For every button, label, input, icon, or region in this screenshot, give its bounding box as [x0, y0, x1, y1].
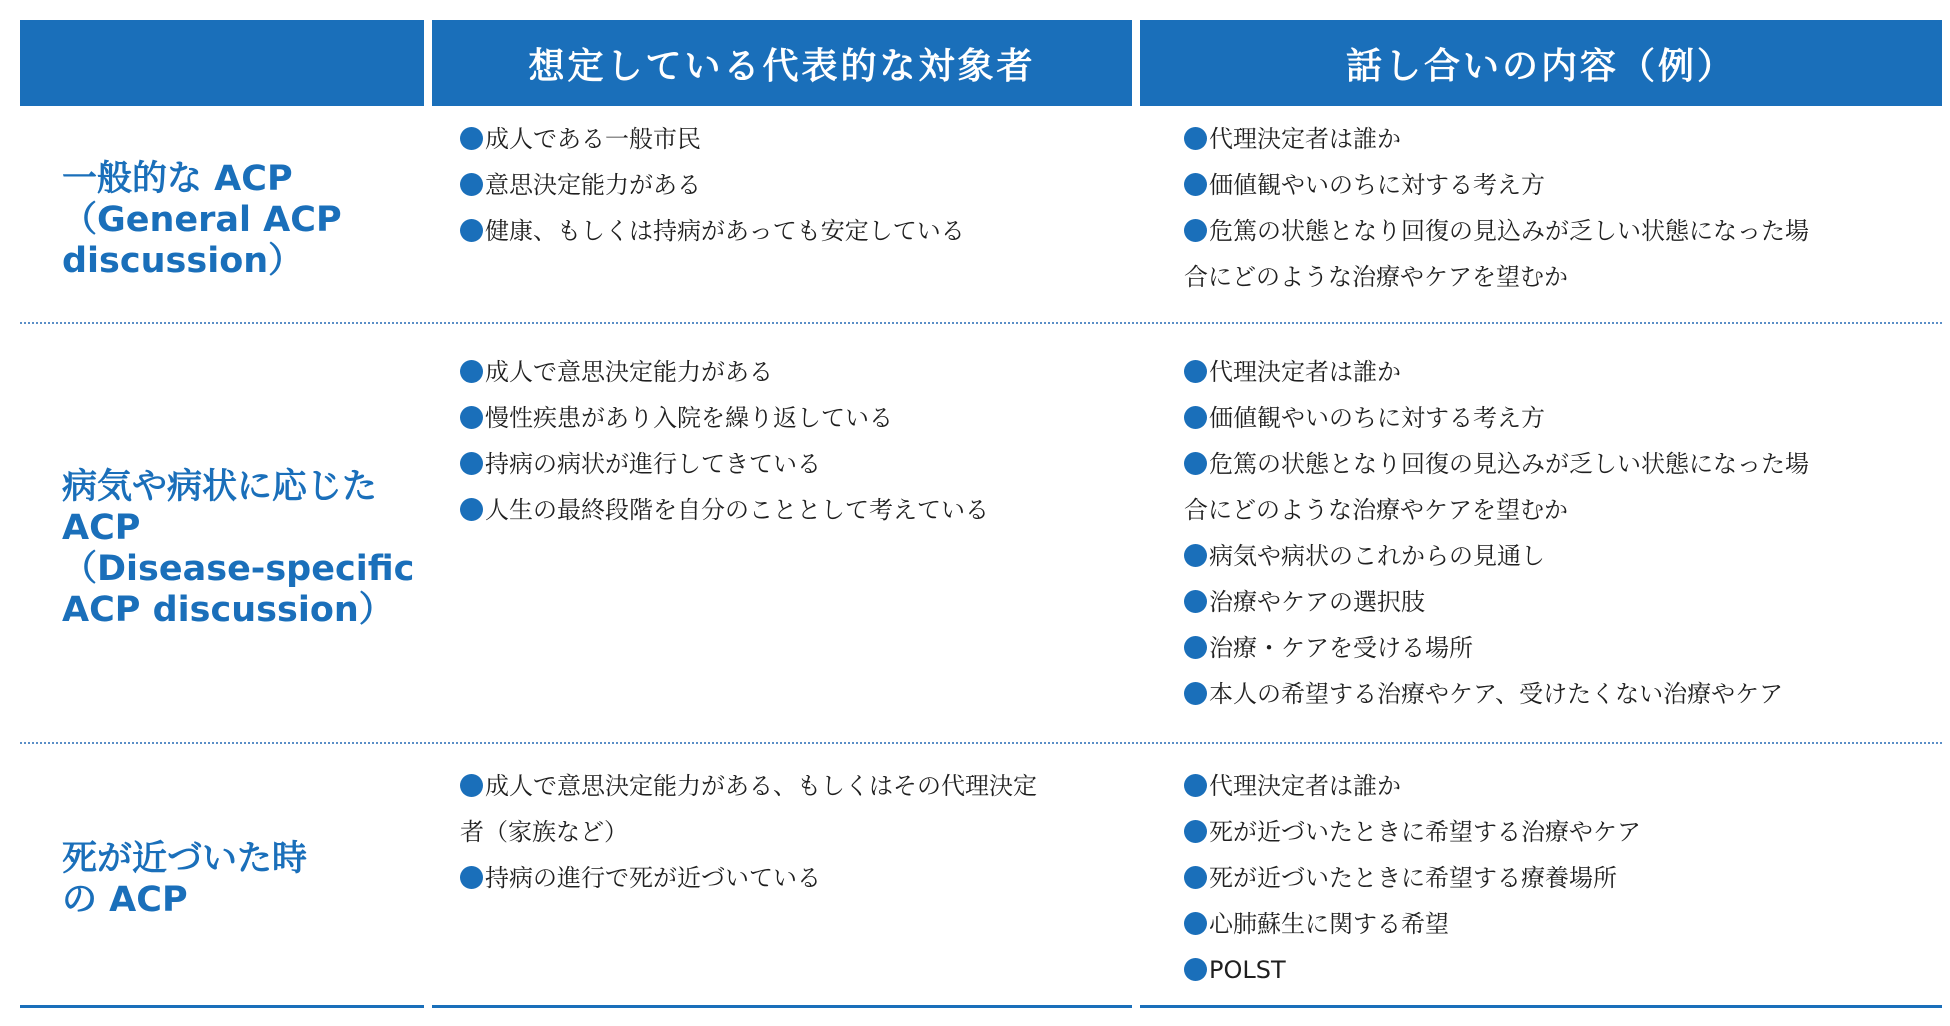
- list-item: 心肺蘇生に関する希望: [1184, 901, 1924, 947]
- list-item: 意思決定能力がある: [460, 162, 1120, 208]
- bullet-dot-icon: [1184, 774, 1207, 797]
- bullet-dot-icon: [1184, 544, 1207, 567]
- list-item: 成人である一般市民: [460, 116, 1120, 162]
- list-item: 死が近づいたときに希望する治療やケア: [1184, 809, 1924, 855]
- list-item: 持病の進行で死が近づいている: [460, 855, 1120, 901]
- list-item: 健康、もしくは持病があっても安定している: [460, 208, 1120, 254]
- list-item: 価値観やいのちに対する考え方: [1184, 162, 1924, 208]
- bullet-dot-icon: [1184, 452, 1207, 475]
- acp-table: [20, 20, 1942, 1010]
- bullet-dot-icon: [1184, 820, 1207, 843]
- header-content-column: 話し合いの内容（例）: [1140, 20, 1942, 106]
- bullet-dot-icon: [1184, 636, 1207, 659]
- bullet-dot-icon: [460, 360, 483, 383]
- list-item: 治療やケアの選択肢: [1184, 579, 1924, 625]
- row-label-end-of-life-acp: 死が近づいた時 の ACP: [62, 839, 308, 920]
- list-item: 危篤の状態となり回復の見込みが乏しい状態になった場: [1184, 441, 1924, 487]
- table-row-end-of-life: [20, 763, 1942, 997]
- bullet-dot-icon: [460, 127, 483, 150]
- target-cell: [460, 763, 1120, 997]
- table-bottom-border: [432, 1005, 1132, 1008]
- bullet-dot-icon: [460, 498, 483, 521]
- bullet-dot-icon: [1184, 360, 1207, 383]
- list-item: 死が近づいたときに希望する療養場所: [1184, 855, 1924, 901]
- list-item: 成人で意思決定能力がある: [460, 349, 1120, 395]
- row-separator: [20, 742, 1942, 744]
- list-item: 成人で意思決定能力がある、もしくはその代理決定: [460, 763, 1120, 809]
- bullet-dot-icon: [1184, 127, 1207, 150]
- list-item: POLST: [1184, 947, 1924, 993]
- row-label-general-acp: 一般的な ACP （General ACP discussion）: [62, 158, 342, 281]
- bullet-dot-icon: [1184, 866, 1207, 889]
- header-target-column: 想定している代表的な対象者: [432, 20, 1132, 106]
- header-corner-cell: [20, 20, 424, 106]
- table-row-general: [20, 116, 1942, 328]
- list-item: 慢性疾患があり入院を繰り返している: [460, 395, 1120, 441]
- bullet-dot-icon: [460, 406, 483, 429]
- list-item: 持病の病状が進行してきている: [460, 441, 1120, 487]
- target-cell: [460, 349, 1120, 749]
- bullet-dot-icon: [1184, 590, 1207, 613]
- list-item: 危篤の状態となり回復の見込みが乏しい状態になった場: [1184, 208, 1924, 254]
- row-separator: [20, 322, 1942, 324]
- table-bottom-border: [20, 1005, 424, 1008]
- bullet-dot-icon: [460, 866, 483, 889]
- bullet-dot-icon: [460, 774, 483, 797]
- content-cell: [1184, 763, 1924, 997]
- list-item-continuation: 合にどのような治療やケアを望むか: [1184, 496, 1568, 524]
- list-item-continuation: 者（家族など）: [460, 818, 628, 846]
- list-item: 治療・ケアを受ける場所: [1184, 625, 1924, 671]
- list-item: 病気や病状のこれからの見通し: [1184, 533, 1924, 579]
- bullet-dot-icon: [1184, 219, 1207, 242]
- bullet-dot-icon: [1184, 912, 1207, 935]
- bullet-dot-icon: [460, 452, 483, 475]
- bullet-dot-icon: [460, 173, 483, 196]
- list-item: 代理決定者は誰か: [1184, 763, 1924, 809]
- list-item: 人生の最終段階を自分のこととして考えている: [460, 487, 1120, 533]
- bullet-dot-icon: [460, 219, 483, 242]
- content-cell: [1184, 116, 1924, 328]
- target-cell: [460, 116, 1120, 328]
- row-label-disease-specific-acp: 病気や病状に応じた ACP （Disease-specific ACP discussion）: [62, 467, 415, 630]
- bullet-dot-icon: [1184, 682, 1207, 705]
- bullet-dot-icon: [1184, 958, 1207, 981]
- table-row-disease-specific: [20, 349, 1942, 749]
- list-item: 代理決定者は誰か: [1184, 349, 1924, 395]
- table-bottom-border: [1140, 1005, 1942, 1008]
- bullet-dot-icon: [1184, 173, 1207, 196]
- list-item-continuation: 合にどのような治療やケアを望むか: [1184, 263, 1568, 291]
- list-item: 代理決定者は誰か: [1184, 116, 1924, 162]
- content-cell: [1184, 349, 1924, 749]
- bullet-dot-icon: [1184, 406, 1207, 429]
- list-item: 価値観やいのちに対する考え方: [1184, 395, 1924, 441]
- list-item: 本人の希望する治療やケア、受けたくない治療やケア: [1184, 671, 1924, 717]
